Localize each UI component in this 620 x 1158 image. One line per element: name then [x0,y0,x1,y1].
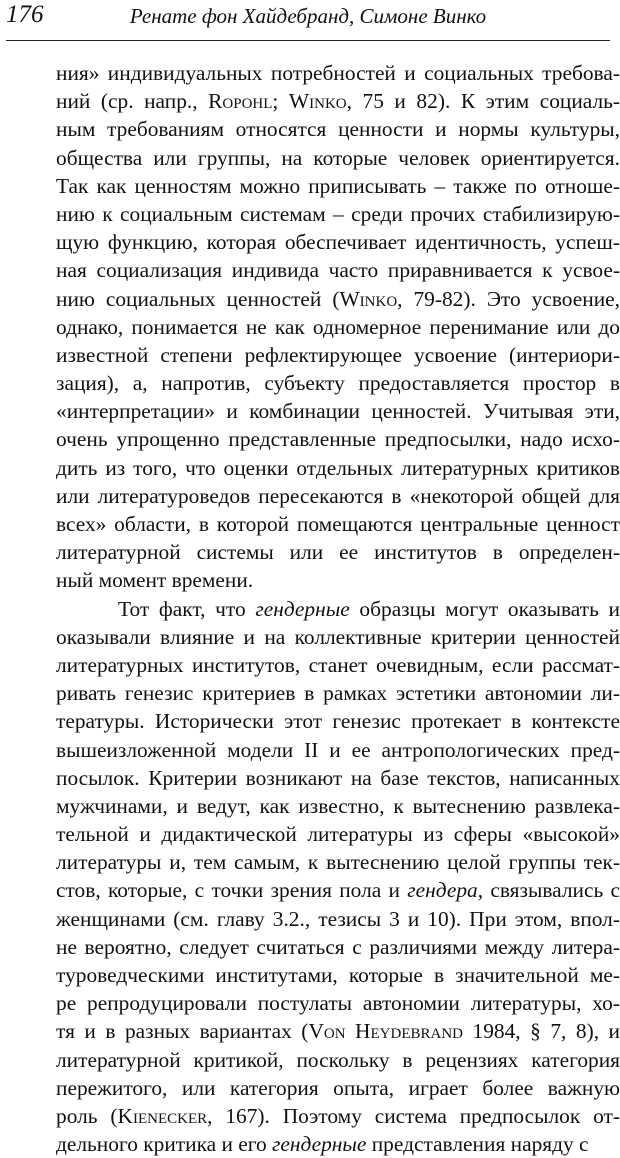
text-line [56,482,620,510]
text-line [56,989,620,1017]
running-title: Ренате фон Хайдебранд, Симоне Винко [129,4,487,28]
italic-term: гендерные [255,596,350,621]
text-run: , 79-82). Это усвоение, [397,286,620,311]
text-run: или литературоведов пересекаются в «некоторой общей для [56,483,620,508]
text-run: тельной и дидактической литературы из сферы «высокой» [56,822,620,847]
text-run: дельного критика и его [56,1132,273,1157]
author-citation: Winko [339,286,398,311]
text-line [56,200,620,228]
text-run: щую функцию, которая обеспечивает идентичность, успеш- [56,230,620,255]
text-line [56,1130,620,1158]
paragraph [56,59,620,595]
text-run: тя и в разных вариантах ( [56,1019,309,1044]
text-run: нию к социальным системам – среди прочих стабилизирую- [56,201,620,226]
text-line [56,59,620,87]
text-run: ния» индивидуальных потребностей и социальных требова- [56,61,620,85]
text-line [56,792,620,820]
text-line [56,228,620,256]
text-line [56,848,620,876]
text-run: литературных институтов, станет очевидным, если рассмат- [56,652,620,677]
text-run: нию социальных ценностей ( [56,286,340,311]
text-run: не вероятно, следует считаться с различиями между литера- [56,934,620,959]
text-line [56,566,620,594]
text-run: ре репродуцировали постулаты автономии литературы, хо- [56,991,620,1016]
text-line [56,623,620,651]
text-line [56,905,620,933]
text-run: ривать генезис критериев в рамках эстетики автономии ли- [56,681,620,706]
text-line [56,144,620,172]
text-run: ный момент времени. [56,568,254,593]
text-line [56,1017,620,1045]
text-line [56,707,620,735]
text-line [56,538,620,566]
text-run: роль ( [56,1103,118,1128]
text-line [56,1046,620,1074]
text-run: , связывались с [477,878,620,903]
text-line [56,876,620,904]
text-run: ний (ср. напр., [56,89,209,114]
text-run: известной степени рефлектирующее усвоение (интериори- [56,342,620,367]
text-run: туроведческими институтами, которые в значительной ме- [56,963,620,987]
header-rule [6,40,610,41]
text-line [56,961,620,989]
text-line [56,679,620,707]
text-line [56,115,620,143]
text-run: литературной критикой, поскольку в рецензиях категория [56,1047,620,1072]
text-run: ным требованиям относятся ценности и нормы культуры, [56,117,620,142]
italic-term: гендерные [272,1132,367,1157]
text-run: Так как ценностям можно приписывать – также по отноше- [56,173,620,198]
text-line [56,172,620,200]
paragraph [56,595,620,1158]
text-run: ная социализация индивида часто приравнивается к усвое- [56,258,620,283]
text-run: «интерпретации» и комбинации ценностей. Учитывая эти, [56,399,620,424]
text-line [56,256,620,284]
text-line [56,341,620,369]
text-run: ; [272,89,289,114]
text-line [56,313,620,341]
text-line [56,820,620,848]
text-run: литературной системы или ее институтов в определен- [56,540,620,565]
text-line [56,764,620,792]
text-run: представления наряду с [366,1132,589,1157]
text-run: Тот факт, что [118,596,256,621]
text-run: дить из того, что оценки отдельных литературных критиков [56,455,620,480]
text-run: оказывали влияние и на коллективные критерии ценностей [56,624,620,649]
text-run: , 167). Поэтому система предпосылок от- [207,1103,620,1128]
text-run: однако, понимается не как одномерное перенимание или до [56,314,620,339]
author-citation: Winko [288,89,347,114]
text-run: стов, которые, с точки зрения пола и [56,878,408,903]
body-text [56,59,620,1158]
text-run: мужчинами, и ведут, как известно, к вытеснению развлека- [56,793,620,818]
text-run: , 75 и 82). К этим социаль- [346,89,620,114]
text-line [56,425,620,453]
text-line [56,1074,620,1102]
text-run: женщинами (см. главу 3.2., тезисы 3 и 10). При этом, впол- [56,906,620,931]
text-run: вышеизложенной модели II и ее антропологических пред- [56,737,620,762]
text-run: общества или группы, на которые человек ориентируется. [56,145,620,170]
text-line [56,933,620,961]
text-run: посылок. Критерии возникают на базе текстов, написанных [56,765,620,790]
author-citation: Ropohl [208,89,273,114]
page-header [6,0,610,42]
text-run: пережитого, или категория опыта, играет более важную [56,1075,620,1100]
text-run: всех» области, в которой помещаются центральные ценност [56,512,620,536]
text-line [56,651,620,679]
text-line [56,285,620,313]
text-run: литературы и, тем самым, к вытеснению целой группы тек- [56,850,620,875]
text-line [56,454,620,482]
italic-term: гендера [407,878,478,903]
author-citation: Kienecker [117,1103,208,1128]
text-line [56,1102,620,1130]
text-line [56,510,620,538]
text-line [56,595,620,623]
text-run: зация), а, напротив, субъекту предоставляется простор в [56,371,620,396]
text-line [56,397,620,425]
text-run: образцы могут оказывать и [349,596,620,621]
author-citation: Von Heydebrand [308,1019,463,1044]
text-line [56,736,620,764]
page-number: 176 [6,1,44,28]
text-run: тературы. Исторически этот генезис протекает в контексте [56,709,620,734]
text-line [56,87,620,115]
text-line [56,369,620,397]
text-run: 1984, § 7, 8), и [463,1019,620,1044]
text-run: очень упрощенно представленные предпосылки, надо исхо- [56,427,620,452]
